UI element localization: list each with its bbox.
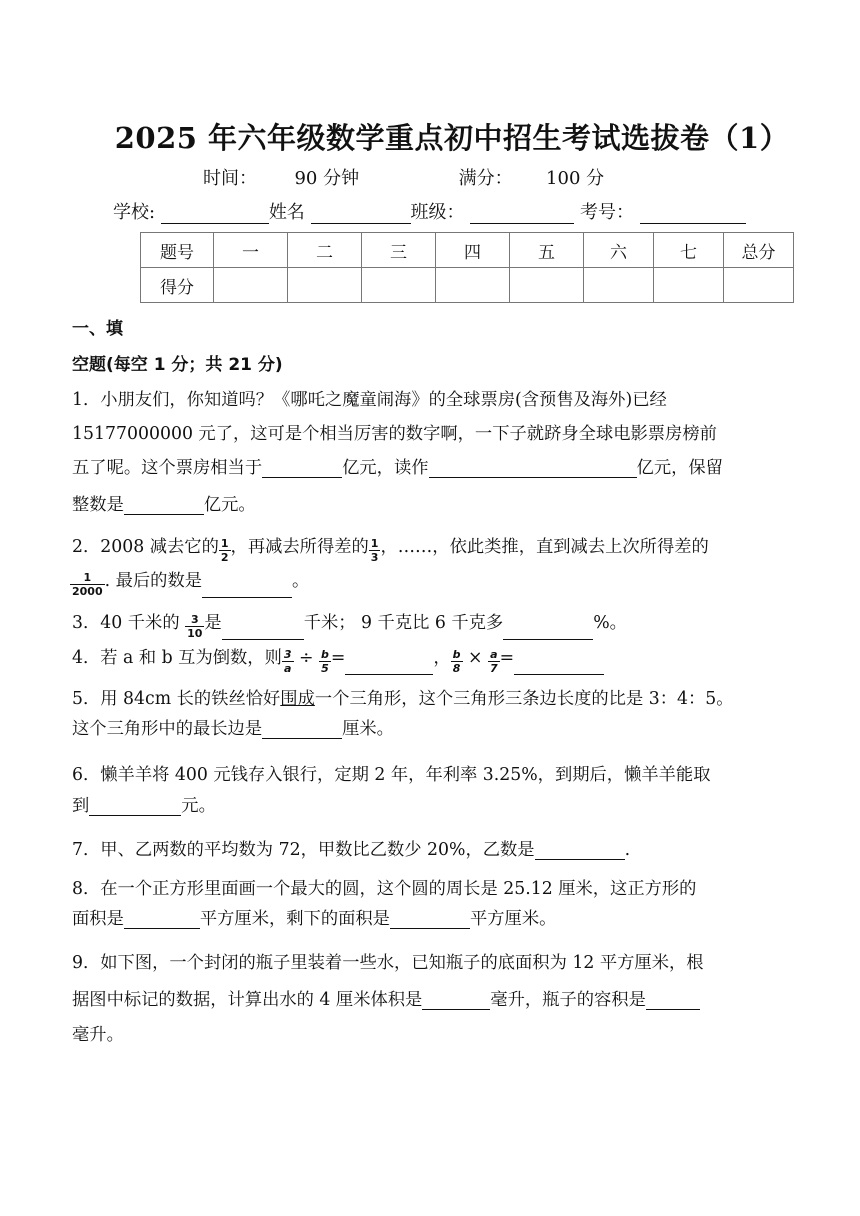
- question-2-text: ，再减去所得差的: [230, 537, 369, 557]
- section-heading: 一、填: [72, 319, 123, 339]
- question-2-text: ，……，依此类推，直到减去上次所得差的: [380, 537, 709, 557]
- name-label: 姓名: [268, 202, 305, 223]
- question-2-text: . 最后的数是: [104, 571, 203, 591]
- answer-blank[interactable]: [646, 989, 700, 1010]
- score-entry-cell[interactable]: [654, 268, 724, 303]
- fraction-denominator: 7: [490, 662, 498, 675]
- math-operator: =: [330, 648, 346, 668]
- score-table-cell: 六: [584, 233, 654, 268]
- score-entry-cell[interactable]: [724, 268, 794, 303]
- question-6-line-1: 6．懒羊羊将 400 元钱存入银行，定期 2 年，年利率 3.25%，到期后，懒羊羊能取: [72, 765, 711, 785]
- fraction-numerator: 1: [220, 537, 229, 550]
- fraction: [282, 648, 294, 675]
- exam-title: 2025 年六年级数学重点初中招生考试选拔卷（1）: [114, 121, 790, 155]
- score-table-header-row: [141, 233, 794, 268]
- score-entry-cell[interactable]: [362, 268, 436, 303]
- fraction-denominator: 3: [370, 551, 379, 564]
- fraction-numerator: 3: [283, 648, 292, 661]
- score-table-cell: 三: [362, 233, 436, 268]
- question-1-text: 五了呢。这个票房相当于: [72, 458, 263, 478]
- fraction-denominator: a: [283, 662, 292, 675]
- question-8-text: 面积是: [72, 909, 124, 929]
- school-label: 学校:: [113, 202, 156, 223]
- question-9-text: 毫升，瓶子的容积是: [490, 990, 646, 1010]
- question-5-line-2: [72, 714, 394, 739]
- question-1-text: 亿元，读作: [342, 458, 429, 478]
- score-entry-cell[interactable]: [436, 268, 510, 303]
- question-9-line-3: 毫升。: [72, 1025, 124, 1045]
- score-entry-cell[interactable]: [288, 268, 362, 303]
- question-3-text: 是: [204, 613, 222, 633]
- full-score-value: 100 分: [546, 168, 605, 189]
- fraction: [369, 537, 381, 564]
- question-8-text: 平方厘米，剩下的面积是: [199, 909, 390, 929]
- question-1-text: 亿元。: [203, 495, 256, 515]
- class-blank[interactable]: [470, 203, 574, 224]
- answer-blank[interactable]: [202, 577, 292, 598]
- fraction-denominator: 10: [187, 627, 203, 640]
- time-score-row: [203, 164, 604, 190]
- score-table: [140, 232, 794, 303]
- question-4-line: [72, 643, 604, 675]
- question-2-text: 。: [292, 571, 310, 591]
- score-entry-cell[interactable]: [584, 268, 654, 303]
- answer-blank[interactable]: [124, 908, 200, 929]
- fraction-denominator: 5: [321, 662, 329, 675]
- question-7-line: [72, 835, 630, 860]
- answer-blank[interactable]: [262, 457, 342, 478]
- answer-blank[interactable]: [514, 654, 604, 675]
- score-table-cell: 五: [510, 233, 584, 268]
- score-table-cell: 四: [436, 233, 510, 268]
- question-8-line-1: 8．在一个正方形里面画一个最大的圆，这个圆的周长是 25.12 厘米，这正方形的: [72, 879, 697, 899]
- question-5-text: 厘米。: [342, 719, 394, 739]
- question-1-line-1: 1．小朋友们，你知道吗？《哪吒之魔童闹海》的全球票房(含预售及海外)已经: [72, 390, 667, 410]
- question-3-text: 3．40 千米的: [72, 613, 186, 633]
- answer-blank[interactable]: [262, 718, 342, 739]
- fraction-numerator: a: [488, 648, 500, 662]
- underlined-word: 围成: [280, 689, 315, 709]
- section-instructions: 空题(每空 1 分；共 21 分): [72, 355, 283, 375]
- score-table-cell: 一: [214, 233, 288, 268]
- class-label: 班级：: [410, 202, 465, 223]
- fraction-numerator: 1: [370, 537, 379, 550]
- question-3-text: %。: [593, 613, 627, 633]
- math-operator: ×: [462, 648, 488, 668]
- fraction-numerator: b: [452, 648, 461, 661]
- question-3-text: 千米； 9 千克比 6 千克多: [303, 613, 504, 633]
- fraction: [451, 648, 463, 675]
- fraction-numerator: b: [321, 648, 329, 661]
- question-6-text: 元。: [181, 796, 216, 816]
- fraction: [219, 537, 231, 564]
- answer-blank[interactable]: [429, 457, 637, 478]
- score-table-cell: 总分: [724, 233, 794, 268]
- name-blank[interactable]: [311, 203, 411, 224]
- fraction-denominator: 2: [220, 551, 229, 564]
- question-6-text: 到: [72, 796, 90, 816]
- answer-blank[interactable]: [345, 654, 433, 675]
- score-table-cell: 七: [654, 233, 724, 268]
- answer-blank[interactable]: [422, 989, 490, 1010]
- answer-blank[interactable]: [535, 839, 625, 860]
- question-4-text: ，: [433, 648, 451, 668]
- math-operator: =: [499, 648, 515, 668]
- question-9-text: 据图中标记的数据，计算出水的 4 厘米体积是: [72, 990, 423, 1010]
- fraction: [319, 648, 331, 675]
- question-8-line-2: [72, 904, 556, 929]
- time-label: 时间：: [203, 168, 257, 189]
- answer-blank[interactable]: [222, 619, 304, 640]
- score-entry-cell[interactable]: [214, 268, 288, 303]
- question-9-line-2: [72, 985, 700, 1010]
- fraction-numerator: 1: [70, 571, 105, 585]
- question-4-text: 4．若 a 和 b 互为倒数，则: [72, 648, 282, 668]
- answer-blank[interactable]: [503, 619, 593, 640]
- fraction-denominator: 8: [452, 662, 461, 675]
- question-1-text: 亿元，保留: [636, 458, 723, 478]
- question-7-text: .: [624, 840, 631, 860]
- student-info-row: [113, 198, 746, 224]
- question-9-line-1: 9．如下图，一个封闭的瓶子里装着一些水，已知瓶子的底面积为 12 平方厘米，根: [72, 953, 704, 973]
- fraction: [488, 648, 500, 675]
- question-2-text: 2．2008 减去它的: [72, 537, 219, 557]
- fraction-denominator: 2000: [72, 585, 103, 598]
- question-1-line-4: [72, 490, 256, 515]
- question-2-line-1: [72, 532, 709, 564]
- exam-number-label: 考号：: [580, 202, 635, 223]
- question-3-line: [72, 608, 627, 640]
- score-table-cell: 题号: [141, 233, 214, 268]
- question-1-line-3: [72, 453, 723, 478]
- school-blank[interactable]: [161, 203, 269, 224]
- score-entry-cell[interactable]: [510, 268, 584, 303]
- question-1-text: 整数是: [72, 495, 124, 515]
- question-5-line-1: [72, 684, 734, 709]
- question-5-text: 一个三角形，这个三角形三条边长度的比是 3：4：5。: [314, 689, 734, 709]
- question-7-text: 7．甲、乙两数的平均数为 72，甲数比乙数少 20%，乙数是: [72, 840, 535, 860]
- exam-number-blank[interactable]: [640, 203, 746, 224]
- score-table-cell: 二: [288, 233, 362, 268]
- fraction: [70, 571, 105, 598]
- question-2-line-2: [70, 566, 309, 598]
- question-6-line-2: [72, 791, 216, 816]
- question-5-text: 5．用 84cm 长的铁丝恰好: [72, 689, 281, 709]
- answer-blank[interactable]: [89, 795, 181, 816]
- score-table-score-row: [141, 268, 794, 303]
- question-5-text: 这个三角形中的最长边是: [72, 719, 263, 739]
- answer-blank[interactable]: [390, 908, 470, 929]
- time-value: 90 分钟: [294, 168, 360, 189]
- score-table-cell: 得分: [141, 268, 214, 303]
- full-score-label: 满分：: [458, 168, 513, 189]
- question-1-line-2: 15177000000 元了，这可是个相当厉害的数字啊，一下子就跻身全球电影票房榜前: [72, 424, 717, 444]
- fraction: [185, 613, 204, 640]
- question-8-text: 平方厘米。: [469, 909, 557, 929]
- math-operator: ÷: [293, 648, 319, 668]
- fraction-numerator: 3: [185, 613, 204, 627]
- answer-blank[interactable]: [124, 494, 204, 515]
